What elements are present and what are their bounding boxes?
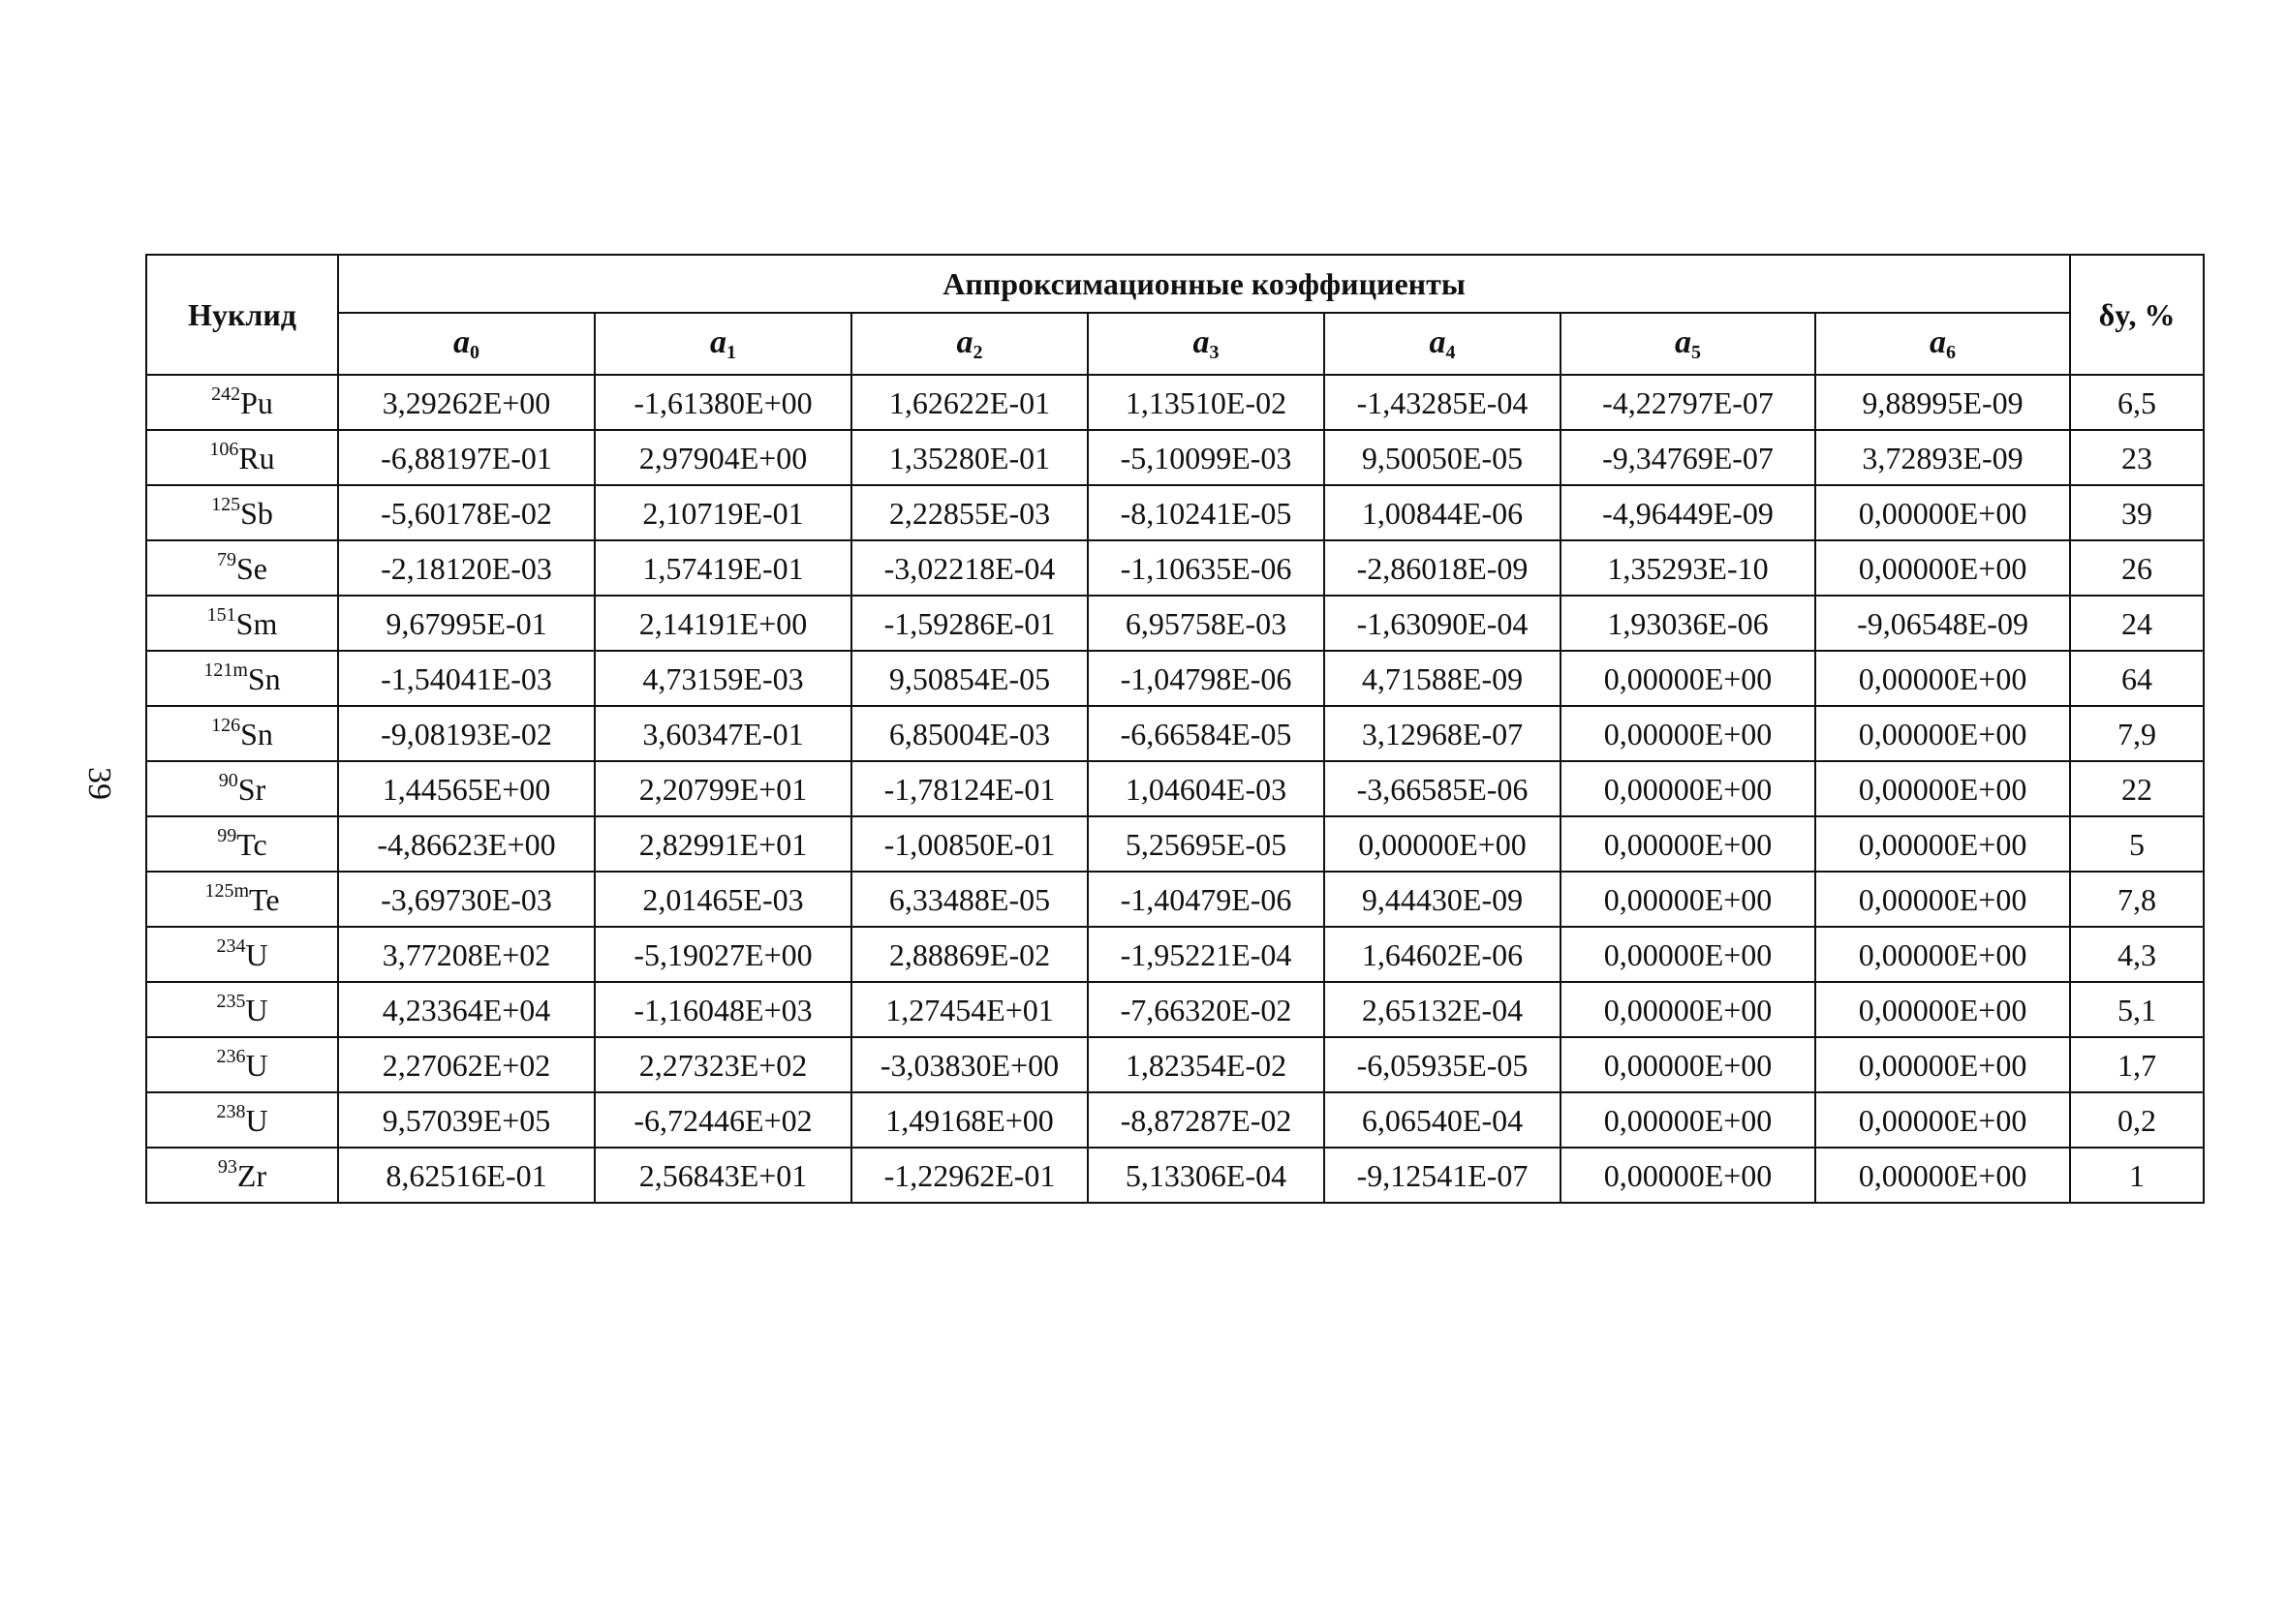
coefficient-value-a1: 2,56843E+01 xyxy=(595,1148,851,1203)
coefficient-value-a2: -1,78124E-01 xyxy=(851,761,1088,816)
header-coefficient-a5 xyxy=(1561,313,1815,375)
header-coefficient-a2 xyxy=(851,313,1088,375)
coefficient-value-a0: -5,60178E-02 xyxy=(338,485,595,540)
table-row xyxy=(146,1092,2204,1148)
coefficient-value-a2: 6,33488E-05 xyxy=(851,872,1088,927)
coefficient-value-a4: 6,06540E-04 xyxy=(1324,1092,1561,1148)
coefficient-value-a2: -1,59286E-01 xyxy=(851,596,1088,651)
nuclide-symbol: Sn xyxy=(240,716,273,751)
header-approximation-coefficients: Аппроксимационные коэффициенты xyxy=(338,255,2070,313)
nuclide-symbol: U xyxy=(245,1102,268,1138)
nuclide-mass-number: 79 xyxy=(217,548,236,570)
coefficient-index: 6 xyxy=(1946,341,1957,363)
coefficient-value-a6: 0,00000E+00 xyxy=(1815,540,2070,596)
coefficient-index: 2 xyxy=(973,341,983,363)
coefficient-value-a5: 0,00000E+00 xyxy=(1561,872,1815,927)
coefficient-value-a1: 2,27323E+02 xyxy=(595,1037,851,1092)
nuclide-cell xyxy=(146,927,338,982)
coefficient-value-a6: 0,00000E+00 xyxy=(1815,816,2070,872)
coefficient-value-a3: -1,95221E-04 xyxy=(1088,927,1324,982)
header-coefficient-a1 xyxy=(595,313,851,375)
coefficient-value-a0: 9,67995E-01 xyxy=(338,596,595,651)
coefficient-value-a4: -3,66585E-06 xyxy=(1324,761,1561,816)
coefficient-value-a3: -8,87287E-02 xyxy=(1088,1092,1324,1148)
coefficient-value-a2: -1,00850E-01 xyxy=(851,816,1088,872)
coefficient-label xyxy=(1930,323,1957,363)
coefficient-value-a1: 3,60347E-01 xyxy=(595,706,851,761)
coefficient-value-a3: 1,04604E-03 xyxy=(1088,761,1324,816)
table-row xyxy=(146,982,2204,1037)
header-coefficient-a3 xyxy=(1088,313,1324,375)
coefficient-value-a1: -6,72446E+02 xyxy=(595,1092,851,1148)
coefficient-index: 5 xyxy=(1691,341,1701,363)
nuclide-cell xyxy=(146,982,338,1037)
nuclide-symbol: U xyxy=(245,992,268,1027)
coefficient-value-a4: 2,65132E-04 xyxy=(1324,982,1561,1037)
nuclide-mass-number: 238 xyxy=(216,1100,246,1122)
coefficient-value-a4: 9,50050E-05 xyxy=(1324,430,1561,485)
coefficient-value-a1: -1,61380E+00 xyxy=(595,375,851,430)
coefficient-value-a2: 2,88869E-02 xyxy=(851,927,1088,982)
coefficient-value-a4: 0,00000E+00 xyxy=(1324,816,1561,872)
coefficient-value-a1: -1,16048E+03 xyxy=(595,982,851,1037)
table-row xyxy=(146,706,2204,761)
table-row xyxy=(146,872,2204,927)
coefficient-value-a2: 1,27454E+01 xyxy=(851,982,1088,1037)
nuclide-cell xyxy=(146,1037,338,1092)
nuclide-mass-number: 93 xyxy=(217,1155,237,1178)
coefficient-value-a2: 1,49168E+00 xyxy=(851,1092,1088,1148)
delta-value: 4,3 xyxy=(2070,927,2204,982)
coefficient-base: a xyxy=(1930,323,1947,360)
nuclide-mass-number: 121m xyxy=(203,659,248,681)
nuclide-cell xyxy=(146,872,338,927)
coefficient-value-a5: 1,93036E-06 xyxy=(1561,596,1815,651)
coefficient-value-a4: -1,63090E-04 xyxy=(1324,596,1561,651)
coefficient-value-a3: -5,10099E-03 xyxy=(1088,430,1324,485)
delta-value: 1 xyxy=(2070,1148,2204,1203)
table-row xyxy=(146,1148,2204,1203)
coefficient-value-a0: -2,18120E-03 xyxy=(338,540,595,596)
coefficient-value-a6: 0,00000E+00 xyxy=(1815,927,2070,982)
coefficient-value-a3: 5,25695E-05 xyxy=(1088,816,1324,872)
nuclide-mass-number: 234 xyxy=(216,935,246,957)
coefficient-value-a1: 4,73159E-03 xyxy=(595,651,851,706)
coefficient-value-a2: -3,03830E+00 xyxy=(851,1037,1088,1092)
coefficient-value-a5: 0,00000E+00 xyxy=(1561,706,1815,761)
coefficient-value-a2: 1,35280E-01 xyxy=(851,430,1088,485)
coefficient-value-a5: 0,00000E+00 xyxy=(1561,1037,1815,1092)
table-row xyxy=(146,927,2204,982)
coefficient-value-a4: 9,44430E-09 xyxy=(1324,872,1561,927)
nuclide-mass-number: 125 xyxy=(211,493,241,515)
table-row xyxy=(146,375,2204,430)
coefficient-value-a3: -1,04798E-06 xyxy=(1088,651,1324,706)
nuclide-mass-number: 99 xyxy=(217,824,237,846)
nuclide-symbol: Se xyxy=(236,550,267,586)
delta-value: 7,8 xyxy=(2070,872,2204,927)
nuclide-mass-number: 106 xyxy=(209,438,239,460)
coefficient-value-a5: 0,00000E+00 xyxy=(1561,816,1815,872)
coefficient-value-a6: 0,00000E+00 xyxy=(1815,872,2070,927)
coefficient-value-a0: 9,57039E+05 xyxy=(338,1092,595,1148)
coefficient-value-a3: -8,10241E-05 xyxy=(1088,485,1324,540)
coefficient-value-a1: 2,20799E+01 xyxy=(595,761,851,816)
coefficient-value-a6: 0,00000E+00 xyxy=(1815,982,2070,1037)
coefficient-base: a xyxy=(453,323,470,360)
coefficient-value-a0: -1,54041E-03 xyxy=(338,651,595,706)
coefficient-value-a3: 6,95758E-03 xyxy=(1088,596,1324,651)
header-coefficient-a0 xyxy=(338,313,595,375)
coefficient-value-a6: 0,00000E+00 xyxy=(1815,1092,2070,1148)
nuclide-cell xyxy=(146,761,338,816)
coefficient-value-a0: 4,23364E+04 xyxy=(338,982,595,1037)
coefficient-value-a1: 2,10719E-01 xyxy=(595,485,851,540)
coefficient-value-a5: -4,96449E-09 xyxy=(1561,485,1815,540)
delta-value: 23 xyxy=(2070,430,2204,485)
coefficient-value-a4: -9,12541E-07 xyxy=(1324,1148,1561,1203)
coefficient-index: 4 xyxy=(1445,341,1456,363)
header-row-top xyxy=(146,255,2204,313)
nuclide-cell xyxy=(146,706,338,761)
coefficient-value-a2: -3,02218E-04 xyxy=(851,540,1088,596)
coefficient-value-a0: -9,08193E-02 xyxy=(338,706,595,761)
coefficient-label xyxy=(710,323,736,363)
coefficient-value-a2: -1,22962E-01 xyxy=(851,1148,1088,1203)
coefficient-label xyxy=(1192,323,1220,363)
coefficient-value-a0: 2,27062E+02 xyxy=(338,1037,595,1092)
nuclide-mass-number: 125m xyxy=(204,879,250,902)
delta-value: 26 xyxy=(2070,540,2204,596)
delta-value: 7,9 xyxy=(2070,706,2204,761)
delta-value: 64 xyxy=(2070,651,2204,706)
delta-value: 5 xyxy=(2070,816,2204,872)
nuclide-symbol: Sn xyxy=(247,660,281,696)
nuclide-cell xyxy=(146,485,338,540)
coefficient-value-a5: -4,22797E-07 xyxy=(1561,375,1815,430)
nuclide-cell xyxy=(146,1148,338,1203)
coefficient-value-a2: 2,22855E-03 xyxy=(851,485,1088,540)
coefficient-value-a3: 1,13510E-02 xyxy=(1088,375,1324,430)
coefficient-value-a3: -1,10635E-06 xyxy=(1088,540,1324,596)
coefficient-value-a1: 2,01465E-03 xyxy=(595,872,851,927)
coefficient-value-a4: 1,00844E-06 xyxy=(1324,485,1561,540)
nuclide-mass-number: 151 xyxy=(206,603,236,626)
nuclide-mass-number: 126 xyxy=(211,714,241,736)
table-row xyxy=(146,761,2204,816)
coefficient-base: a xyxy=(710,323,726,360)
coefficient-value-a0: 3,77208E+02 xyxy=(338,927,595,982)
coefficient-index: 0 xyxy=(470,341,479,363)
coefficient-value-a0: -3,69730E-03 xyxy=(338,872,595,927)
table-row xyxy=(146,816,2204,872)
coefficient-value-a0: 1,44565E+00 xyxy=(338,761,595,816)
delta-value: 5,1 xyxy=(2070,982,2204,1037)
nuclide-symbol: Zr xyxy=(236,1157,267,1193)
coefficient-value-a4: 3,12968E-07 xyxy=(1324,706,1561,761)
nuclide-cell xyxy=(146,651,338,706)
header-coefficient-a6 xyxy=(1815,313,2070,375)
coefficient-base: a xyxy=(1192,323,1210,360)
coefficient-value-a1: 2,82991E+01 xyxy=(595,816,851,872)
coefficient-index: 3 xyxy=(1209,341,1220,363)
coefficient-base: a xyxy=(1675,323,1691,360)
nuclide-symbol: U xyxy=(245,1047,268,1083)
coefficient-label xyxy=(453,323,479,363)
nuclide-symbol: Sm xyxy=(235,605,278,641)
table-row xyxy=(146,651,2204,706)
delta-value: 22 xyxy=(2070,761,2204,816)
coefficient-value-a5: -9,34769E-07 xyxy=(1561,430,1815,485)
nuclide-mass-number: 236 xyxy=(216,1045,246,1067)
nuclide-cell xyxy=(146,596,338,651)
coefficient-value-a6: -9,06548E-09 xyxy=(1815,596,2070,651)
page-number: 39 xyxy=(81,767,117,800)
nuclide-symbol: U xyxy=(245,936,268,972)
coefficient-value-a6: 3,72893E-09 xyxy=(1815,430,2070,485)
delta-value: 0,2 xyxy=(2070,1092,2204,1148)
coefficient-value-a6: 0,00000E+00 xyxy=(1815,1148,2070,1203)
coefficient-value-a4: 4,71588E-09 xyxy=(1324,651,1561,706)
delta-value: 39 xyxy=(2070,485,2204,540)
header-nuclide: Нуклид xyxy=(146,255,338,375)
nuclide-cell xyxy=(146,430,338,485)
nuclide-symbol: Te xyxy=(249,881,280,917)
coefficient-value-a4: 1,64602E-06 xyxy=(1324,927,1561,982)
coefficient-value-a2: 6,85004E-03 xyxy=(851,706,1088,761)
coefficient-value-a6: 0,00000E+00 xyxy=(1815,761,2070,816)
table-row xyxy=(146,596,2204,651)
nuclide-cell xyxy=(146,540,338,596)
coefficient-value-a3: -6,66584E-05 xyxy=(1088,706,1324,761)
coefficient-value-a6: 0,00000E+00 xyxy=(1815,651,2070,706)
coefficient-value-a0: -4,86623E+00 xyxy=(338,816,595,872)
nuclide-mass-number: 90 xyxy=(218,769,238,791)
header-coefficient-a4 xyxy=(1324,313,1561,375)
coefficient-value-a2: 9,50854E-05 xyxy=(851,651,1088,706)
table-row xyxy=(146,1037,2204,1092)
coefficient-value-a6: 0,00000E+00 xyxy=(1815,706,2070,761)
table-row xyxy=(146,485,2204,540)
coefficient-value-a6: 0,00000E+00 xyxy=(1815,485,2070,540)
table-row xyxy=(146,430,2204,485)
coefficient-value-a0: -6,88197E-01 xyxy=(338,430,595,485)
coefficient-value-a4: -2,86018E-09 xyxy=(1324,540,1561,596)
coefficient-label xyxy=(956,323,983,363)
coefficient-base: a xyxy=(956,323,974,360)
coefficient-base: a xyxy=(1429,323,1446,360)
coefficient-value-a5: 0,00000E+00 xyxy=(1561,1092,1815,1148)
coefficient-value-a5: 0,00000E+00 xyxy=(1561,1148,1815,1203)
coefficient-value-a3: -7,66320E-02 xyxy=(1088,982,1324,1037)
coefficient-value-a0: 8,62516E-01 xyxy=(338,1148,595,1203)
coefficient-value-a2: 1,62622E-01 xyxy=(851,375,1088,430)
nuclide-cell xyxy=(146,1092,338,1148)
coefficient-value-a5: 0,00000E+00 xyxy=(1561,651,1815,706)
coefficient-index: 1 xyxy=(726,341,736,363)
coefficient-value-a0: 3,29262E+00 xyxy=(338,375,595,430)
coefficient-value-a1: 2,14191E+00 xyxy=(595,596,851,651)
table-row xyxy=(146,540,2204,596)
coefficient-value-a6: 9,88995E-09 xyxy=(1815,375,2070,430)
nuclide-symbol: Sb xyxy=(240,495,273,531)
coefficient-value-a1: 1,57419E-01 xyxy=(595,540,851,596)
coefficient-value-a1: -5,19027E+00 xyxy=(595,927,851,982)
nuclide-cell xyxy=(146,375,338,430)
nuclide-symbol: Ru xyxy=(238,440,275,475)
coefficients-table xyxy=(145,254,2205,1204)
delta-value: 1,7 xyxy=(2070,1037,2204,1092)
coefficient-value-a5: 0,00000E+00 xyxy=(1561,761,1815,816)
header-row-coefficients xyxy=(146,313,2204,375)
delta-value: 6,5 xyxy=(2070,375,2204,430)
nuclide-symbol: Tc xyxy=(236,826,267,862)
coefficient-value-a5: 1,35293E-10 xyxy=(1561,540,1815,596)
coefficient-value-a3: 5,13306E-04 xyxy=(1088,1148,1324,1203)
coefficient-label xyxy=(1675,323,1701,363)
nuclide-mass-number: 242 xyxy=(211,383,241,405)
coefficient-value-a4: -6,05935E-05 xyxy=(1324,1037,1561,1092)
nuclide-cell xyxy=(146,816,338,872)
coefficient-value-a6: 0,00000E+00 xyxy=(1815,1037,2070,1092)
nuclide-mass-number: 235 xyxy=(216,990,246,1012)
coefficient-value-a5: 0,00000E+00 xyxy=(1561,982,1815,1037)
coefficient-value-a4: -1,43285E-04 xyxy=(1324,375,1561,430)
nuclide-symbol: Pu xyxy=(240,384,273,420)
coefficient-value-a3: -1,40479E-06 xyxy=(1088,872,1324,927)
coefficient-value-a5: 0,00000E+00 xyxy=(1561,927,1815,982)
coefficient-value-a1: 2,97904E+00 xyxy=(595,430,851,485)
coefficient-label xyxy=(1429,323,1456,363)
table-body xyxy=(146,375,2204,1203)
delta-value: 24 xyxy=(2070,596,2204,651)
coefficient-value-a3: 1,82354E-02 xyxy=(1088,1037,1324,1092)
header-delta-y: δy, % xyxy=(2070,255,2204,375)
nuclide-symbol: Sr xyxy=(237,771,266,807)
